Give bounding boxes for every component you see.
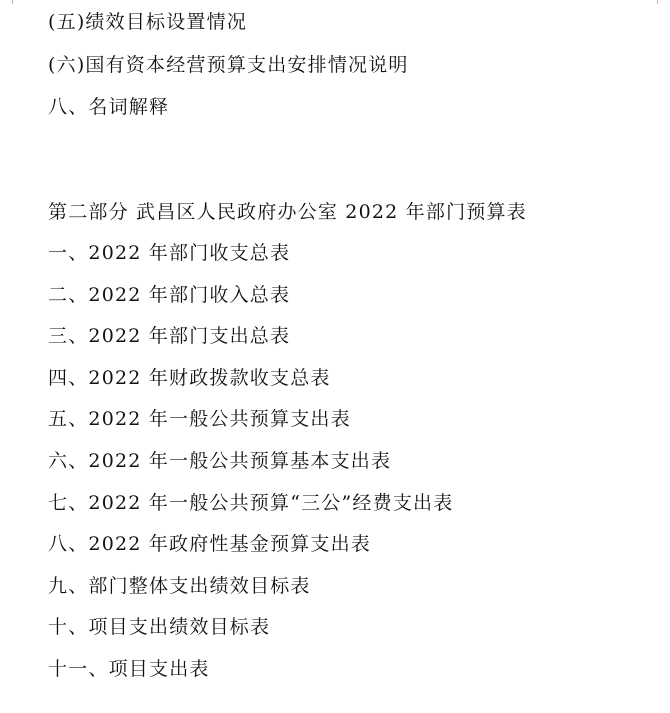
table-list-item-2: 二、2022 年部门收入总表 xyxy=(48,284,291,306)
section-heading-performance-targets: (五)绩效目标设置情况 xyxy=(48,11,248,33)
part-two-title: 第二部分 武昌区人民政府办公室 2022 年部门预算表 xyxy=(48,201,527,223)
section-heading-glossary: 八、名词解释 xyxy=(48,96,170,118)
table-list-item-1: 一、2022 年部门收支总表 xyxy=(48,242,291,264)
table-list-item-4: 四、2022 年财政拨款收支总表 xyxy=(48,367,331,389)
page-corner-mark-right xyxy=(657,0,670,4)
table-list-item-3: 三、2022 年部门支出总表 xyxy=(48,325,291,347)
page-corner-mark-left xyxy=(0,0,13,4)
table-list-item-9: 九、部门整体支出绩效目标表 xyxy=(48,575,311,597)
table-list-item-7: 七、2022 年一般公共预算“三公”经费支出表 xyxy=(48,492,454,514)
table-list-item-11: 十一、项目支出表 xyxy=(48,658,210,680)
section-heading-state-capital-budget: (六)国有资本经营预算支出安排情况说明 xyxy=(48,54,409,76)
table-list-item-8: 八、2022 年政府性基金预算支出表 xyxy=(48,533,371,555)
table-list-item-6: 六、2022 年一般公共预算基本支出表 xyxy=(48,450,392,472)
table-list-item-10: 十、项目支出绩效目标表 xyxy=(48,616,271,638)
table-list-item-5: 五、2022 年一般公共预算支出表 xyxy=(48,408,351,430)
